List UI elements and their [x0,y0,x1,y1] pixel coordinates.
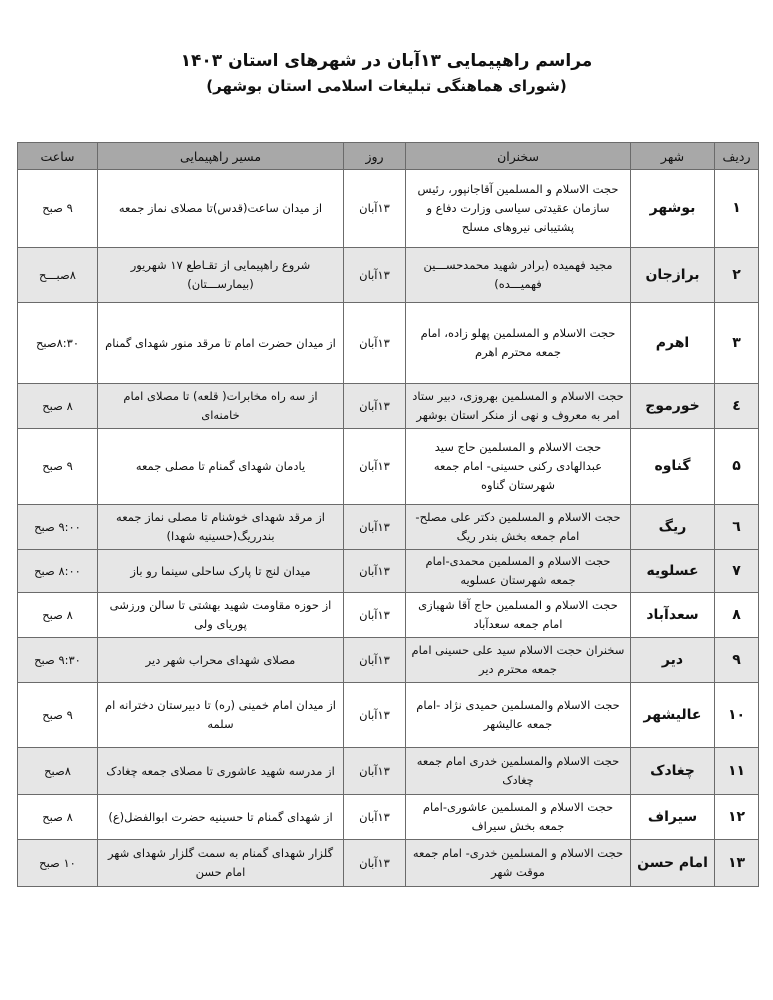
route-cell: از میدان امام خمینی (ره) تا دبیرستان دخترانه ام سلمه [98,683,344,748]
time-cell: ۹ صبح [18,429,98,505]
time-cell: ۹ صبح [18,683,98,748]
table-row [18,638,759,683]
table-row [18,303,759,384]
row-number: ۹ [715,638,759,683]
route-cell: از سه راه مخابرات( قلعه) تا مصلای امام خامنه‌ای [98,384,344,429]
day-cell: ۱۳آبان [344,840,406,887]
time-cell: ۸ صبح [18,384,98,429]
route-cell: از مدرسه شهید عاشوری تا مصلای جمعه چغادک [98,748,344,795]
route-cell: از مرقد شهدای خوشنام تا مصلی نماز جمعه بندرریگ(حسینیه شهدا) [98,505,344,550]
table-row [18,170,759,248]
time-cell: ۸:۳۰صبح [18,303,98,384]
route-cell: میدان لنج تا پارک ساحلی سینما رو باز [98,550,344,593]
column-header-route: مسیر راهپیمایی [98,143,344,170]
table-row [18,384,759,429]
city-cell: چغادک [631,748,715,795]
table-row [18,550,759,593]
table-row [18,683,759,748]
column-header-city: شهر [631,143,715,170]
city-cell: سعدآباد [631,593,715,638]
table-row [18,748,759,795]
row-number: ۱۰ [715,683,759,748]
column-header-speaker: سخنران [406,143,631,170]
table-row [18,593,759,638]
time-cell: ۸:۰۰ صبح [18,550,98,593]
route-cell: از شهدای گمنام تا حسینیه حضرت ابوالفضل(ع) [98,795,344,840]
row-number: ۱۱ [715,748,759,795]
city-cell: گناوه [631,429,715,505]
speaker-cell: حجت الاسلام و المسلمین آقاجانپور، رئیس سازمان عقیدتی سیاسی وزارت دفاع و پشتیبانی نیروهای مسلح [406,170,631,248]
table-row [18,248,759,303]
day-cell: ۱۳آبان [344,593,406,638]
day-cell: ۱۳آبان [344,550,406,593]
table-row [18,795,759,840]
page-subtitle: (شورای هماهنگی تبلیغات اسلامی استان بوشهر) [206,77,567,95]
city-cell: دیر [631,638,715,683]
city-cell: عسلویه [631,550,715,593]
speaker-cell: حجت الاسلام والمسلمین خدری امام جمعه چغادک [406,748,631,795]
route-cell: از میدان ساعت(قدس)تا مصلای نماز جمعه [98,170,344,248]
day-cell: ۱۳آبان [344,505,406,550]
row-number: ۸ [715,593,759,638]
speaker-cell: حجت الاسلام و المسلمین خدری- امام جمعه موقت شهر [406,840,631,887]
row-number: ۳ [715,303,759,384]
row-number: ۱ [715,170,759,248]
route-cell: شروع راهپیمایی از تقـاطع ۱۷ شهریور (بیمارســـتان) [98,248,344,303]
day-cell: ۱۳آبان [344,429,406,505]
row-number: ٤ [715,384,759,429]
city-cell: اهرم [631,303,715,384]
city-cell: امام حسن [631,840,715,887]
row-number: ۵ [715,429,759,505]
speaker-cell: حجت الاسلام و المسلمین بهروزی، دبیر ستاد امر به معروف و نهی از منکر استان بوشهر [406,384,631,429]
route-cell: گلزار شهدای گمنام به سمت گلزار شهدای شهر امام حسن [98,840,344,887]
speaker-cell: حجت الاسلام و المسلمین حاج سید عبدالهادی رکنی حسینی- امام جمعه شهرستان گناوه [406,429,631,505]
speaker-cell: مجید فهمیده (برادر شهید محمدحســـین فهمیـــده) [406,248,631,303]
column-header-row-number: ردیف [715,143,759,170]
time-cell: ۸صبـــح [18,248,98,303]
column-header-day: روز [344,143,406,170]
time-cell: ۸ صبح [18,593,98,638]
day-cell: ۱۳آبان [344,638,406,683]
city-cell: برازجان [631,248,715,303]
table-row [18,840,759,887]
row-number: ۲ [715,248,759,303]
day-cell: ۱۳آبان [344,248,406,303]
day-cell: ۱۳آبان [344,170,406,248]
day-cell: ۱۳آبان [344,303,406,384]
table-row [18,505,759,550]
route-cell: مصلای شهدای محراب شهر دیر [98,638,344,683]
day-cell: ۱۳آبان [344,795,406,840]
speaker-cell: سخنران حجت الاسلام سید علی حسینی امام جمعه محترم دیر [406,638,631,683]
time-cell: ۹:۰۰ صبح [18,505,98,550]
column-header-time: ساعت [18,143,98,170]
document-header [0,48,773,98]
table-row [18,429,759,505]
speaker-cell: حجت الاسلام و المسلمین حاج آقا شهبازی امام جمعه سعدآباد [406,593,631,638]
speaker-cell: حجت الاسلام و المسلمین محمدی-امام جمعه شهرستان عسلویه [406,550,631,593]
city-cell: خورموج [631,384,715,429]
page-title: مراسم راهپیمایی ۱۳آبان در شهرهای استان ۱۴۰۳ [180,51,593,71]
time-cell: ۸صبح [18,748,98,795]
city-cell: بوشهر [631,170,715,248]
time-cell: ۹ صبح [18,170,98,248]
speaker-cell: حجت الاسلام و المسلمین عاشوری-امام جمعه بخش سیراف [406,795,631,840]
row-number: ۷ [715,550,759,593]
day-cell: ۱۳آبان [344,748,406,795]
day-cell: ۱۳آبان [344,384,406,429]
time-cell: ۹:۳۰ صبح [18,638,98,683]
time-cell: ۸ صبح [18,795,98,840]
route-cell: از میدان حضرت امام تا مرقد منور شهدای گمنام [98,303,344,384]
route-cell: یادمان شهدای گمنام تا مصلی جمعه [98,429,344,505]
city-cell: عالیشهر [631,683,715,748]
city-cell: ریگ [631,505,715,550]
row-number: ٦ [715,505,759,550]
table-header-row [18,143,759,170]
city-cell: سیراف [631,795,715,840]
row-number: ۱۲ [715,795,759,840]
time-cell: ۱۰ صبح [18,840,98,887]
day-cell: ۱۳آبان [344,683,406,748]
speaker-cell: حجت الاسلام والمسلمین حمیدی نژاد -امام جمعه عالیشهر [406,683,631,748]
speaker-cell: حجت الاسلام و المسلمین دکتر علی مصلح-امام جمعه بخش بندر ریگ [406,505,631,550]
row-number: ۱۳ [715,840,759,887]
schedule-table [17,142,759,887]
route-cell: از حوزه مقاومت شهید بهشتی تا سالن ورزشی پوریای ولی [98,593,344,638]
speaker-cell: حجت الاسلام و المسلمین پهلو زاده، امام جمعه محترم اهرم [406,303,631,384]
